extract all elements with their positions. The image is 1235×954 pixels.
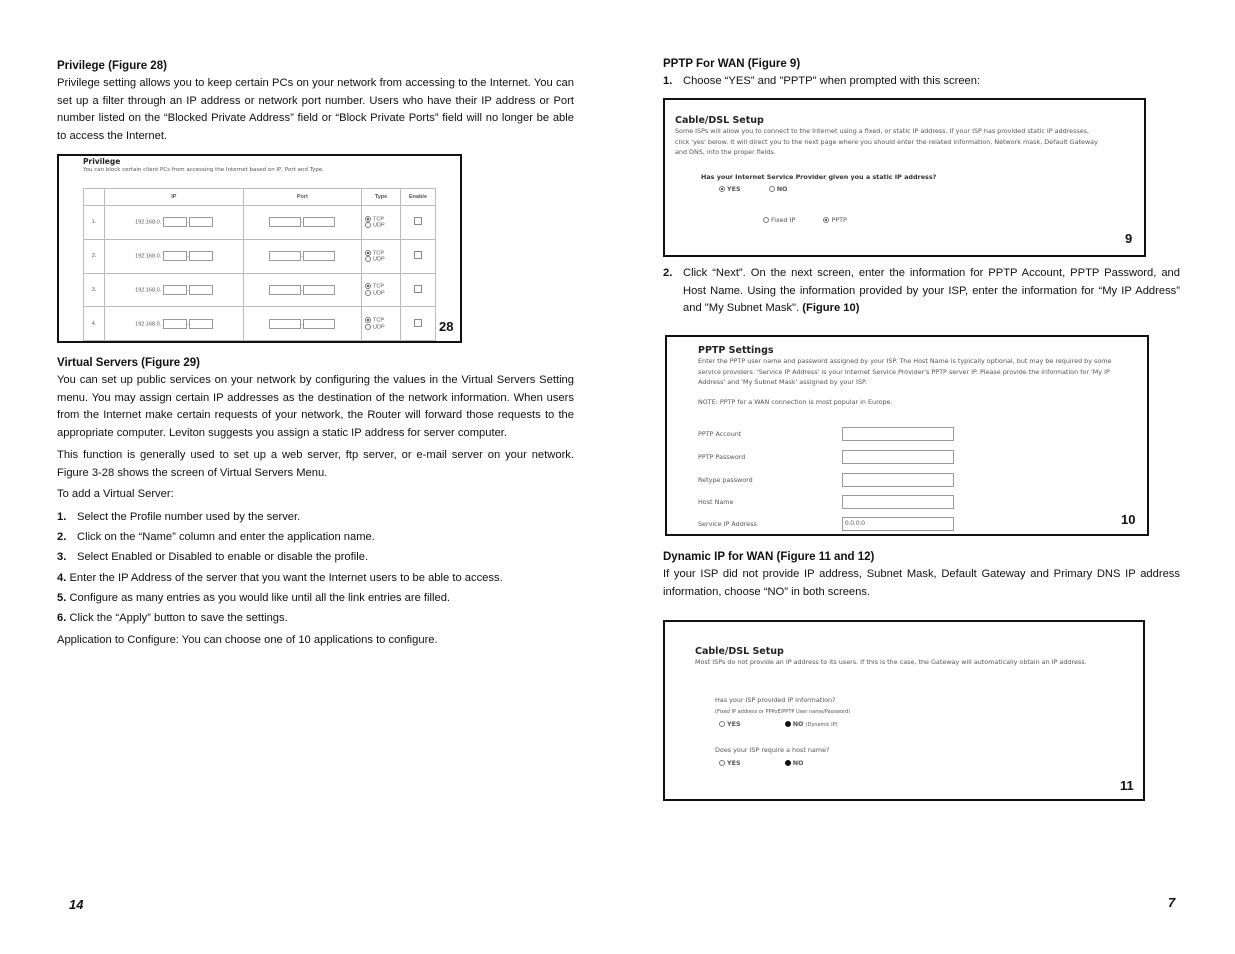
figure-10-note: NOTE: PPTP for a WAN connection is most popular in Europe. bbox=[698, 397, 893, 406]
pptp-step-1: 1. Choose “YES” and "PPTP" when prompted with this screen: bbox=[663, 75, 981, 87]
figure-9: Cable/DSL Setup Some ISPs will allow you to connect to the Internet using a fixed, or static IP address. If your ISP has provided static IP addresses, click 'yes' below. It will direct you to the next page where you should enter the related information, Network mask, Default Gateway and DNS, into the proper fields. Has your Internet Service Provider given you a static IP address? YES NO Fixed IP PPTP 9 bbox=[663, 98, 1146, 257]
figure-10 bbox=[665, 335, 1149, 536]
port-start-field[interactable] bbox=[269, 285, 301, 295]
privilege-body: Privilege setting allows you to keep certain PCs on your network from accessing to the Internet. You can set up a filter through an IP address or network port number. Users who have their IP address or Port number listed on the “Blocked Private Address” field or “Block Private Ports” field will no longer be able to access the Internet. bbox=[57, 77, 574, 142]
list-item: 3. Select Enabled or Disabled to enable or disable the profile. bbox=[57, 551, 369, 564]
figure-28-title: Privilege bbox=[83, 157, 121, 166]
tcp-radio[interactable] bbox=[365, 216, 371, 222]
udp-radio[interactable] bbox=[365, 324, 371, 330]
figure-11-question-1-note: (Fixed IP address or PPPoE/PPTP User name/Password) bbox=[715, 709, 851, 715]
privilege-table bbox=[83, 188, 436, 341]
table-row: 1. 192.168.0. - - TCP UDP bbox=[84, 206, 436, 240]
figure-11-number: 11 bbox=[1120, 778, 1134, 793]
port-start-field[interactable] bbox=[269, 251, 301, 261]
list-item: 2. Click on the “Name” column and enter the application name. bbox=[57, 531, 375, 544]
ip-end-field[interactable] bbox=[189, 251, 213, 261]
tcp-radio[interactable] bbox=[365, 283, 371, 289]
yes-radio[interactable] bbox=[719, 721, 725, 727]
retype-password-label: Retype password bbox=[698, 476, 753, 484]
figure-28-number: 28 bbox=[439, 319, 454, 334]
table-row: 3. 192.168.0. - - TCP UDP bbox=[84, 273, 436, 307]
port-end-field[interactable] bbox=[303, 319, 335, 329]
no-radio[interactable] bbox=[769, 186, 775, 192]
enable-checkbox[interactable] bbox=[414, 319, 422, 327]
figure-9-text: Some ISPs will allow you to connect to the Internet using a fixed, or static IP address. If your ISP has provided static IP addresses, click 'yes' below. It will direct you to the next page where you should enter the related information, Network mask, Default Gateway and DNS, into the proper fields. bbox=[675, 127, 1098, 156]
figure-9-number: 9 bbox=[1125, 231, 1133, 246]
udp-radio[interactable] bbox=[365, 256, 371, 262]
table-row: 4. 192.168.0. - - TCP UDP bbox=[84, 307, 436, 341]
pptp-password-label: PPTP Password bbox=[698, 453, 746, 461]
ip-end-field[interactable] bbox=[189, 285, 213, 295]
port-start-field[interactable] bbox=[269, 319, 301, 329]
enable-checkbox[interactable] bbox=[414, 285, 422, 293]
column-port: Port bbox=[243, 189, 361, 206]
yes-radio[interactable] bbox=[719, 186, 725, 192]
no-radio[interactable] bbox=[785, 721, 791, 727]
pptp-step-2: 2. Click “Next”. On the next screen, enter the information for PPTP Account, PPTP Password, and Host Name. Using the information provided by your ISP, enter the information for “My IP Address” and "My Subnet Mask". (Figure 10) bbox=[663, 267, 1180, 314]
figure-11-title: Cable/DSL Setup bbox=[695, 646, 784, 657]
list-item: 1. Select the Profile number used by the server. bbox=[57, 511, 301, 523]
figure-10-number: 10 bbox=[1121, 512, 1136, 527]
dynamic-ip-body: If your ISP did not provide IP address, Subnet Mask, Default Gateway and Primary DNS IP address information, choose “NO” in both screens. bbox=[663, 568, 1180, 598]
no-radio[interactable] bbox=[785, 760, 791, 766]
tcp-radio[interactable] bbox=[365, 250, 371, 256]
page-number-left: 14 bbox=[69, 897, 84, 912]
virtual-servers-closing: Application to Configure: You can choose one of 10 applications to configure. bbox=[57, 634, 438, 646]
ip-end-field[interactable] bbox=[189, 217, 213, 227]
ip-start-field[interactable] bbox=[163, 285, 187, 295]
port-end-field[interactable] bbox=[303, 285, 335, 295]
ip-end-field[interactable] bbox=[189, 319, 213, 329]
privilege-heading: Privilege (Figure 28) bbox=[57, 60, 167, 72]
enable-checkbox[interactable] bbox=[414, 251, 422, 259]
dynamic-ip-heading: Dynamic IP for WAN (Figure 11 and 12) bbox=[663, 551, 875, 563]
virtual-servers-intro: To add a Virtual Server: bbox=[57, 488, 174, 500]
virtual-servers-body-2: This function is generally used to set up a web server, ftp server, or e-mail server on your network. Figure 3-28 shows the screen of Virtual Servers Menu. bbox=[57, 449, 574, 479]
ip-start-field[interactable] bbox=[163, 319, 187, 329]
tcp-radio[interactable] bbox=[365, 317, 371, 323]
figure-9-title: Cable/DSL Setup bbox=[675, 115, 764, 126]
service-ip-input[interactable]: 0.0.0.0 bbox=[842, 517, 954, 531]
yes-radio[interactable] bbox=[719, 760, 725, 766]
virtual-servers-body-1: You can set up public services on your network by configuring the values in the Virtual Servers Setting menu. You may assign certain IP addresses as the destination of the network information. When users from the Internet make certain requests of your network, the Router will forward those requests to the appropriate computer. Leviton suggests you assign a static IP address for server computer. bbox=[57, 374, 574, 439]
virtual-servers-heading: Virtual Servers (Figure 29) bbox=[57, 357, 200, 369]
retype-password-input[interactable] bbox=[842, 473, 954, 487]
ip-start-field[interactable] bbox=[163, 251, 187, 261]
list-item: 5. Configure as many entries as you would like until all the link entries are filled. bbox=[57, 591, 451, 604]
service-ip-label: Service IP Address bbox=[698, 520, 757, 528]
pptp-radio[interactable] bbox=[823, 217, 829, 223]
column-ip: IP bbox=[105, 189, 244, 206]
pptp-account-label: PPTP Account bbox=[698, 430, 742, 438]
figure-11-text: Most ISPs do not provide an IP address to its users. If this is the case, the Gateway will automatically obtain an IP address. bbox=[695, 658, 1087, 666]
figure-11-question-1: Has your ISP provided IP information? bbox=[715, 696, 836, 704]
column-type: Type bbox=[362, 189, 401, 206]
figure-9-question: Has your Internet Service Provider given you a static IP address? bbox=[701, 173, 937, 181]
figure-10-text: Enter the PPTP user name and password assigned by your ISP. The Host Name is typically optional, but may be required by some service providers. 'Service IP Address' is your Internet Service Provider's PPTP server IP. Please provide the information for 'My IP Address' and 'My Subnet Mask' assigned by your ISP. bbox=[698, 357, 1112, 386]
page-number-right: 7 bbox=[1168, 895, 1176, 910]
figure-11-question-2: Does your ISP require a host name? bbox=[715, 746, 830, 754]
figure-10-title: PPTP Settings bbox=[698, 345, 774, 356]
column-enable: Enable bbox=[401, 189, 436, 206]
port-end-field[interactable] bbox=[303, 251, 335, 261]
list-item: 4. Enter the IP Address of the server that you want the Internet users to be able to access. bbox=[57, 571, 503, 584]
list-item: 6. Click the “Apply” button to save the settings. bbox=[57, 611, 288, 624]
udp-radio[interactable] bbox=[365, 290, 371, 296]
figure-11: Cable/DSL Setup Most ISPs do not provide an IP address to its users. If this is the case, the Gateway will automatically obtain an IP address. Has your ISP provided IP information? (Fixed IP address or PPPoE/PPTP User name/Password) YES NO (Dynamic IP) Does your ISP require a host name? YES NO 11 bbox=[663, 620, 1145, 801]
fixed-ip-radio[interactable] bbox=[763, 217, 769, 223]
virtual-server-steps bbox=[57, 509, 574, 630]
port-start-field[interactable] bbox=[269, 217, 301, 227]
pptp-heading: PPTP For WAN (Figure 9) bbox=[663, 58, 801, 70]
host-name-label: Host Name bbox=[698, 498, 734, 506]
pptp-account-input[interactable] bbox=[842, 427, 954, 441]
udp-radio[interactable] bbox=[365, 222, 371, 228]
figure-28 bbox=[57, 154, 462, 343]
table-row: 2. 192.168.0. - - TCP UDP bbox=[84, 239, 436, 273]
ip-start-field[interactable] bbox=[163, 217, 187, 227]
enable-checkbox[interactable] bbox=[414, 217, 422, 225]
port-end-field[interactable] bbox=[303, 217, 335, 227]
host-name-input[interactable] bbox=[842, 495, 954, 509]
pptp-password-input[interactable] bbox=[842, 450, 954, 464]
figure-28-description: You can block certain client PCs from accessing the Internet based on IP, Port and Type. bbox=[83, 167, 324, 173]
